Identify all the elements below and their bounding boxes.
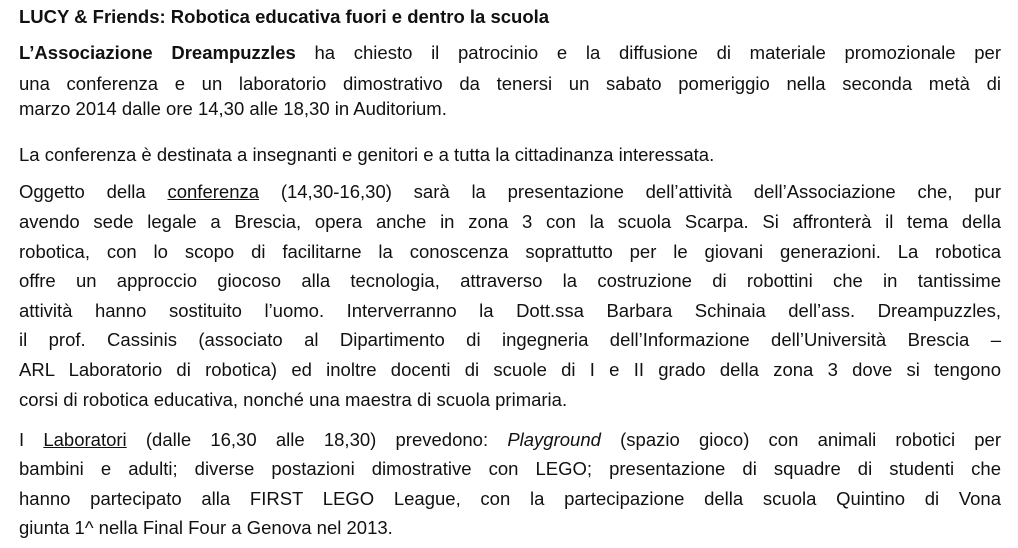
workshops-line-2: bambini e adulti; diverse postazioni dimostrative con LEGO; presentazione di squadre di studenti che (19, 458, 1001, 479)
conference-line-1 (19, 181, 1001, 203)
conference-line-5: attività hanno sostituito l’uomo. Interverranno la Dott.ssa Barbara Schinaia dell’ass. Dreampuzzles, (19, 300, 1001, 321)
conference-line-4: offre un approccio giocoso alla tecnologia, attraverso la costruzione di robottini che in tantissime (19, 270, 1001, 291)
playground-term: Playground (507, 429, 601, 450)
workshops-line-3: hanno partecipato alla FIRST LEGO League, con la partecipazione della scuola Quintino di Vona (19, 488, 1001, 509)
conference-line-7: ARL Laboratorio di robotica) ed inoltre docenti di scuole di I e II grado della zona 3 dove si tengono (19, 359, 1001, 380)
workshops-line-1 (19, 429, 1001, 451)
workshops-keyword: Laboratori (43, 429, 127, 450)
conference-line-2: avendo sede legale a Brescia, opera anche in zona 3 con la scuola Scarpa. Si affronterà il tema della (19, 211, 1001, 232)
conference-line-3: robotica, con lo scopo di facilitarne la conoscenza soprattutto per le giovani generazioni. La robotica (19, 241, 1001, 262)
conference-keyword: conferenza (167, 181, 260, 202)
workshops-mid-text: (dalle 16,30 alle 18,30) prevedono: (126, 429, 508, 450)
organization-name: L’Associazione Dreampuzzles (19, 42, 296, 63)
workshops-line-1-text: (spazio gioco) con animali robotici per (600, 429, 1001, 450)
audience-paragraph: La conferenza è destinata a insegnanti e genitori e a tutta la cittadinanza interessata. (19, 144, 715, 165)
intro-line-1 (19, 42, 1001, 64)
conference-line-1-text: (14,30-16,30) sarà la presentazione dell’attività dell’Associazione che, pur (259, 181, 1001, 202)
intro-line-2: una conferenza e un laboratorio dimostrativo da tenersi un sabato pomeriggio nella seconda metà di (19, 73, 1001, 94)
intro-line-3: marzo 2014 dalle ore 14,30 alle 18,30 in Auditorium. (19, 98, 447, 119)
workshops-line-4: giunta 1^ nella Final Four a Genova nel 2013. (19, 517, 393, 538)
document-title: LUCY & Friends: Robotica educativa fuori e dentro la scuola (19, 6, 550, 27)
conference-line-8: corsi di robotica educativa, nonché una maestra di scuola primaria. (19, 389, 568, 410)
conference-line-6: il prof. Cassinis (associato al Dipartimento di ingegneria dell’Informazione dell’Università Brescia – (19, 329, 1001, 350)
intro-line-1-text: ha chiesto il patrocinio e la diffusione di materiale promozionale per (295, 42, 1001, 63)
workshops-lead-text: I (19, 429, 44, 450)
conference-lead-text: Oggetto della (19, 181, 168, 202)
